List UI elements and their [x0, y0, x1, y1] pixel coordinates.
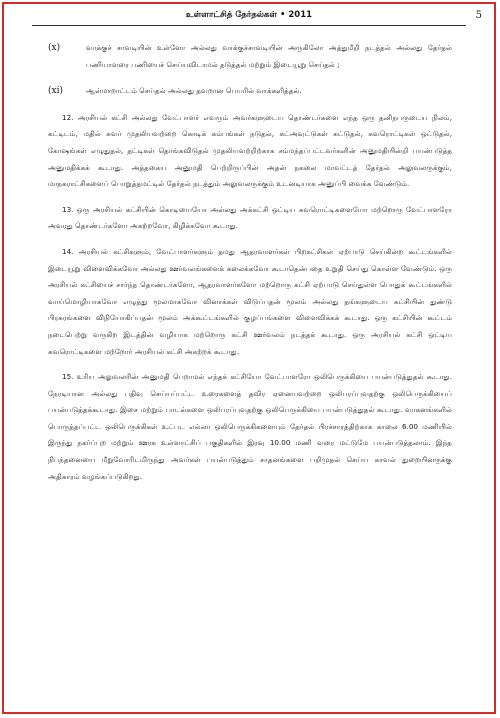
- document-body: [48, 40, 452, 494]
- list-marker: (x): [48, 43, 61, 53]
- list-marker: (xi): [48, 86, 63, 97]
- paragraph-15: 15. உரிய அலுவலரின் அனுமதி பெறாமல் எந்தக் கட்சியோ வேட்பாளரோ ஒலிபெருக்கியை பயன்படுத்துதல் கூடாது. நேரடியான அல்லது பதிவு செய்யப்பட்ட உரைகளைத் தவிர ஏனையவற்றை ஒலிபரப்புவதற்கு ஒலிபெருக்கியைப் பயன்படுத்தக்கூடாது. இசை மற்றும் பாடல்களை ஒலிபரப்புவதற்கு ஒலிபெருக்கியை பயன்படுத்துதல் கூடாது. வாகனங்களில் பொருத்தப்பட்ட ஒலிபெருக்கிகள் உட்பட எல்லா ஒலிபெருக்கிகளையும் தேர்தல் பிரச்சாரத்திற்காக காலை 6.00 மணியில் இருந்து நகர்ப்புற மற்றும் ஊரக உள்ளாட்சிப் பகுதிகளில் இரவு 10.00 மணி வரை மட்டுமே பயன்படுத்தலாம். இந்த நிபந்தனையை மீறுவோரிடமிருந்து அவர்கள் பயன்படுத்தும் சாதனங்களை பறிமுதல் செய்ய காவல் துறையினருக்கு அதிகாரம் வழங்கப்படுகிறது.: [48, 372, 452, 481]
- paragraph-12: 12. அரசியல் கட்சி அல்லது வேட்பாளர் எவரும் அவர்களுடைய தொண்டர்களை எந்த ஒரு தனிநபருடைய நிலம், கட்டிடம், மதில் சுவர் முதலியவற்றை கொடிக் கம்பங்கள் நடுதல், கட்அவுட்டுகள் கட்டுதல், சுவரொட்டிகள் ஒட்டுதல், கோஷங்கள் எழுதுதல், தட்டிகள் தொங்கவிடுதல் முதலியவற்றிற்காக சம்மந்தப்பட்டவர்களின் அனுமதியின்றி பயன்படுத்த அனுமதிக்கக் கூடாது. அத்தகைய அனுமதி பெற்றிருப்பின் அதன் நகலை மாவட்டத் தேர்தல் அலுவலருக்கும், மாநகராட்சிகளைப் பொறுத்தமட்டில் தேர்தல் நடத்தும் அலுவலருக்கும் உடனடியாக அனுப்பி வைக்க வேண்டும்.: [48, 112, 452, 189]
- list-item: [48, 83, 452, 100]
- list-item: [48, 40, 452, 73]
- page: [2, 2, 496, 714]
- page-header: [4, 10, 494, 26]
- page-number: 5: [475, 10, 482, 21]
- paragraph-14: 14. அரசியல் கட்சிகளும், வேட்பாளர்களும் தமது ஆதரவாளர்கள் பிறகட்சிகள் ஏற்பாடு செய்கின்ற கூட்டங்களில் இடையூறு விளைவிக்கவோ அல்லது ஊர்வலங்களைக் கலைக்கவோ கூடாதென்பதை உறுதி செய்து கொள்ள வேண்டும். ஒரு அரசியல் கட்சியைச் சார்ந்த தொண்டர்களோ, ஆதரவாளர்களோ மற்றொரு கட்சி ஏற்பாடு செய்துள்ள பொதுக் கூட்டங்களில் வாய்மொழியாகவோ எழுத்து மூலமாகவோ வினாக்கள் விடுப்பதன் மூலம் அல்லது தங்களுடைய கட்சியின் துண்டு பிரசுரங்களை விநியோகிப்பதன் மூலம் அக்கூட்டங்களில் குழப்பங்களை விளைவிக்கக் கூடாது. ஒரு கட்சியின் கூட்டம் நடைபெற்று வருகிற இடத்தின் வழியாக மற்றொரு கட்சி ஊர்வலம் நடத்தக் கூடாது. ஒரு அரசியல் கட்சி ஒட்டிய சுவரொட்டிகளை மற்றோர் அரசியல் கட்சி அகற்றக் கூடாது.: [48, 246, 452, 356]
- list-item-text: ஆள்மாறாட்டம் செய்தல் அல்லது தவறான பெயரில் வாக்களித்தல்.: [86, 86, 302, 96]
- header-rule: [32, 25, 466, 26]
- paragraph-13: 13. ஒரு அரசியல் கட்சியின் கொடியையோ அல்லது அக்கட்சி ஒட்டிய சுவரொட்டிகளையோ மற்றொரு வேட்பாளரோ அவரது தொண்டர்களோ அகற்றவோ, கிழிக்கவோ கூடாது.: [48, 204, 452, 231]
- header-title: உள்ளாட்சித் தேர்தல்கள் • 2011: [185, 10, 313, 20]
- list-item-text: வாக்குச் சாவடியின் உள்ளோ அல்லது வாக்குச்சாவடியின் அருகிலோ அத்துமீறி நடத்தல் அல்லது தேர்தல் பணியாளரை பணியைச் செய்யவிடாமல் தடுத்தல் மற்றும் இடையூறு செய்தல் ;: [86, 43, 452, 69]
